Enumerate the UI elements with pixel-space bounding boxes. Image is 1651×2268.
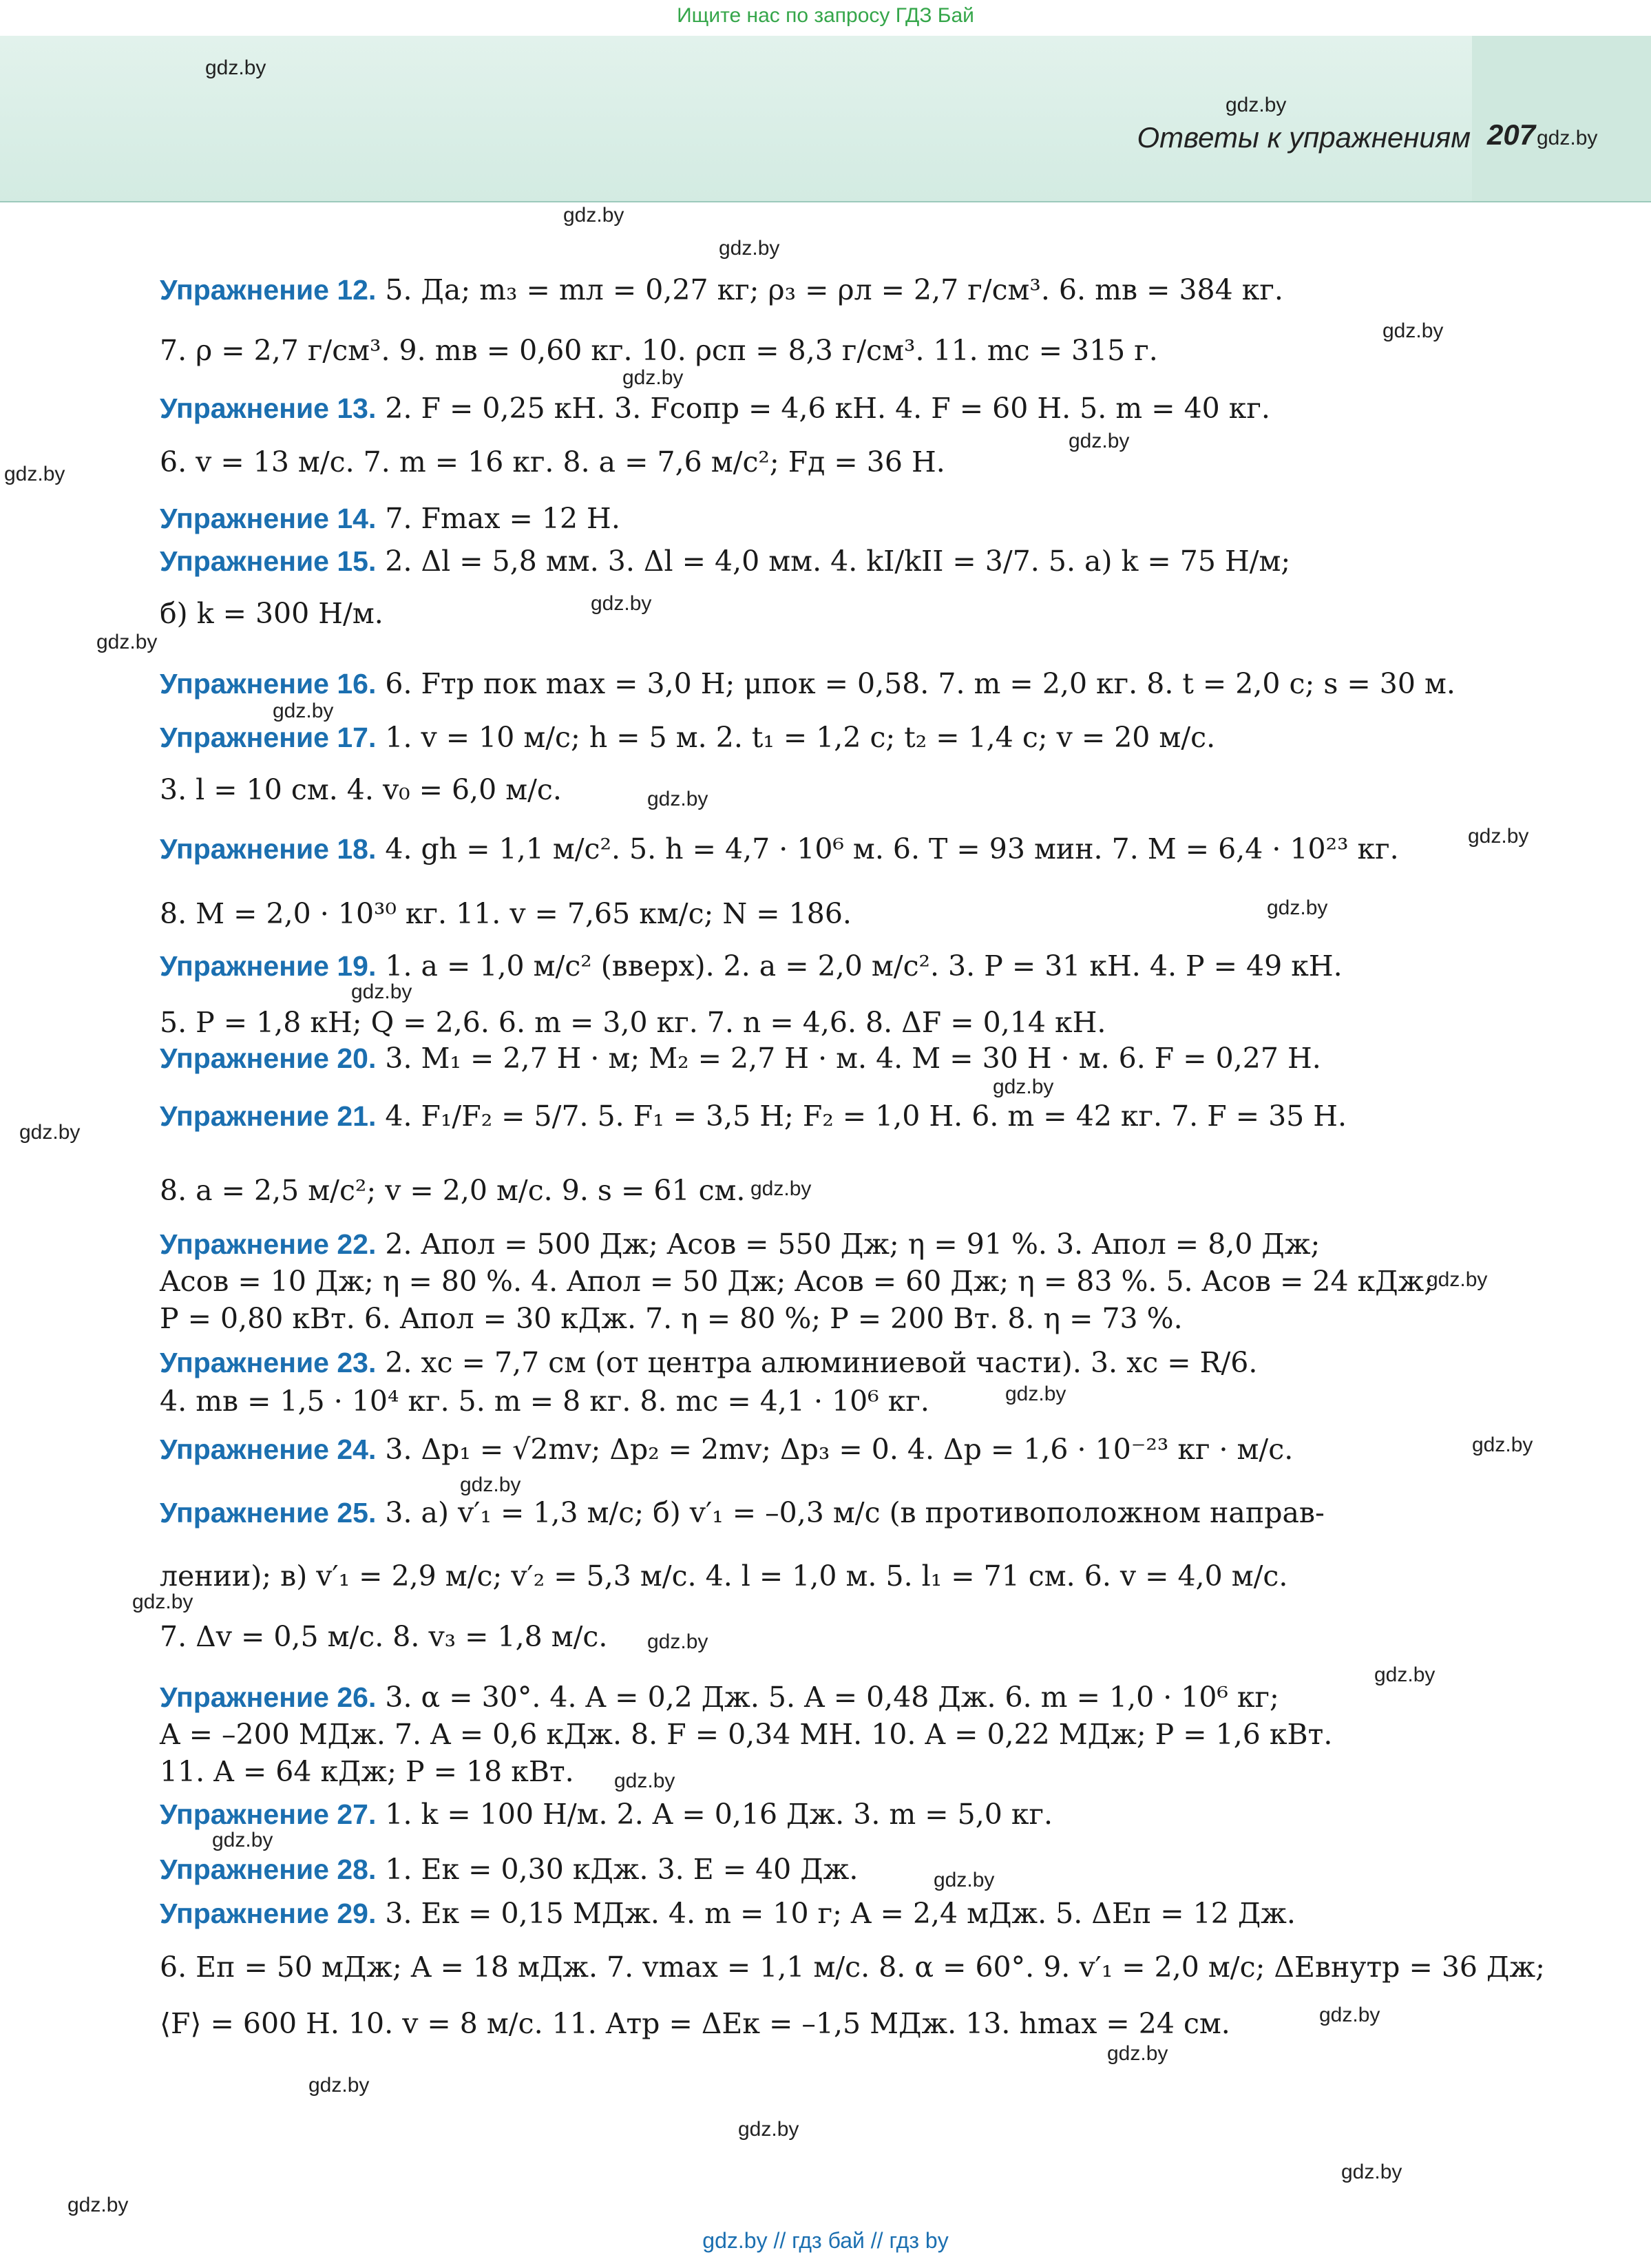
watermark: gdz.by: [1005, 1383, 1066, 1405]
answer-text: 6. Eп = 50 мДж; A = 18 мДж. 7. vmax = 1,1 м/с. 8. α = 60°. 9. v′₁ = 2,0 м/с; ΔEвнутр = 36 Дж;: [160, 1951, 1545, 1984]
watermark: gdz.by: [4, 463, 65, 485]
watermark: gdz.by: [1107, 2042, 1168, 2065]
watermark: gdz.by: [1226, 94, 1287, 116]
answer-text: 3. Eк = 0,15 МДж. 4. m = 10 г; A = 2,4 мДж. 5. ΔEп = 12 Дж.: [376, 1897, 1296, 1930]
answer-text: 3. M₁ = 2,7 Н · м; M₂ = 2,7 Н · м. 4. M = 30 Н · м. 6. F = 0,27 Н.: [376, 1042, 1321, 1075]
watermark: gdz.by: [1341, 2161, 1402, 2183]
answer-line: [160, 1264, 1434, 1299]
footer-links[interactable]: gdz.by // гдз бай // гдз by: [702, 2228, 949, 2253]
answer-line: [160, 1173, 1406, 1208]
watermark: gdz.by: [719, 237, 780, 260]
watermark: gdz.by: [212, 1829, 273, 1851]
watermark: gdz.by: [614, 1770, 675, 1792]
answer-text: лении); в) v′₁ = 2,9 м/с; v′₂ = 5,3 м/с. 4. l = 1,0 м. 5. l₁ = 71 см. 6. v = 4,0 м/с.: [160, 1560, 1288, 1593]
watermark: gdz.by: [934, 1869, 995, 1891]
answer-line: [160, 1754, 1406, 1789]
exercise-label: Упражнение 14.: [160, 503, 377, 534]
watermark: gdz.by: [67, 2194, 129, 2216]
watermark: gdz.by: [1267, 896, 1328, 919]
answer-text: 8. a = 2,5 м/с²; v = 2,0 м/с. 9. s = 61 см.: [160, 1174, 746, 1207]
answer-text: 3. Δp₁ = √2mv; Δp₂ = 2mv; Δp₃ = 0. 4. Δp = 1,6 · 10⁻²³ кг · м/с.: [376, 1433, 1294, 1466]
answer-line: [160, 1432, 1406, 1467]
watermark: gdz.by: [1382, 319, 1444, 342]
answer-line: [160, 773, 1406, 807]
watermark: gdz.by: [647, 1630, 708, 1653]
answer-line: [160, 445, 1406, 479]
answer-text: 7. Fmax = 12 Н.: [376, 502, 620, 535]
watermark: gdz.by: [308, 2074, 370, 2097]
answer-line: [160, 1041, 1406, 1075]
answer-text: A = –200 МДж. 7. A = 0,6 кДж. 8. F = 0,34 МН. 10. A = 0,22 МДж; P = 1,6 кВт.: [160, 1718, 1333, 1751]
answer-text: 8. M = 2,0 · 10³⁰ кг. 11. v = 7,65 км/с; N = 186.: [160, 897, 852, 930]
answer-text: 6. v = 13 м/с. 7. m = 16 кг. 8. a = 7,6 м/с²; Fд = 36 Н.: [160, 445, 945, 479]
answer-text: 3. α = 30°. 4. A = 0,2 Дж. 5. A = 0,48 Дж. 6. m = 1,0 · 10⁶ кг;: [376, 1681, 1279, 1714]
answer-text: 1. a = 1,0 м/с² (вверх). 2. a = 2,0 м/с². 3. P = 31 кН. 4. P = 49 кН.: [376, 949, 1343, 983]
answer-line: [160, 1495, 1406, 1530]
watermark: gdz.by: [591, 592, 652, 615]
exercise-label: Упражнение 22.: [160, 1228, 377, 1260]
answer-text: 7. Δv = 0,5 м/с. 8. v₃ = 1,8 м/с.: [160, 1620, 608, 1653]
page-number: 207: [1487, 118, 1536, 151]
exercise-label: Упражнение 26.: [160, 1681, 377, 1713]
answer-text: 1. v = 10 м/с; h = 5 м. 2. t₁ = 1,2 с; t₂ = 1,4 с; v = 20 м/с.: [376, 721, 1216, 754]
watermark: gdz.by: [205, 56, 266, 79]
answer-line: [160, 1099, 1406, 1133]
watermark: gdz.by: [622, 366, 684, 389]
answer-text: 3. а) v′₁ = 1,3 м/с; б) v′₁ = –0,3 м/с (в противоположном направ-: [376, 1496, 1325, 1529]
watermark: gdz.by: [1427, 1268, 1488, 1291]
answer-text: 4. F₁/F₂ = 5/7. 5. F₁ = 3,5 Н; F₂ = 1,0 Н. 6. m = 42 кг. 7. F = 35 Н.: [376, 1100, 1347, 1133]
answer-line: [160, 544, 1406, 578]
answer-line: [160, 896, 1406, 931]
answer-text: P = 0,80 кВт. 6. Aпол = 30 кДж. 7. η = 80 %; P = 200 Вт. 8. η = 73 %.: [160, 1302, 1183, 1335]
answer-line: [160, 1680, 1406, 1714]
watermark: gdz.by: [273, 700, 334, 722]
answer-text: 2. F = 0,25 кН. 3. Fсопр = 4,6 кН. 4. F = 60 Н. 5. m = 40 кг.: [376, 392, 1270, 425]
answer-text: 5. P = 1,8 кН; Q = 2,6. 6. m = 3,0 кг. 7. n = 4,6. 8. ΔF = 0,14 кН.: [160, 1006, 1106, 1039]
watermark: gdz.by: [1537, 127, 1598, 149]
watermark: gdz.by: [1468, 825, 1529, 848]
answer-text: 4. mв = 1,5 · 10⁴ кг. 5. m = 8 кг. 8. mc = 4,1 · 10⁶ кг.: [160, 1385, 929, 1418]
exercise-label: Упражнение 15.: [160, 545, 377, 577]
watermark: gdz.by: [993, 1075, 1054, 1098]
answer-line: [160, 1301, 1406, 1336]
answer-text: ⟨F⟩ = 600 Н. 10. v = 8 м/с. 11. Aтр = ΔEк = –1,5 МДж. 13. hmax = 24 см.: [160, 2007, 1230, 2040]
answer-line: [160, 596, 1406, 631]
exercise-label: Упражнение 29.: [160, 1898, 377, 1929]
watermark: gdz.by: [738, 2118, 799, 2141]
watermark: gdz.by: [647, 788, 708, 810]
answer-text: 7. ρ = 2,7 г/см³. 9. mв = 0,60 кг. 10. ρсп = 8,3 г/см³. 11. mс = 315 г.: [160, 334, 1158, 367]
section-title: Ответы к упражнениям: [1137, 121, 1471, 154]
exercise-label: Упражнение 20.: [160, 1042, 377, 1074]
watermark: gdz.by: [1472, 1434, 1533, 1456]
exercise-label: Упражнение 19.: [160, 950, 377, 982]
answer-text: 6. Fтр пок max = 3,0 Н; μпок = 0,58. 7. m = 2,0 кг. 8. t = 2,0 с; s = 30 м.: [376, 667, 1455, 700]
answer-line: [160, 1384, 1406, 1418]
answer-text: 11. A = 64 кДж; P = 18 кВт.: [160, 1755, 574, 1788]
watermark: gdz.by: [351, 980, 412, 1003]
exercise-label: Упражнение 23.: [160, 1347, 377, 1378]
watermark: gdz.by: [563, 204, 624, 227]
answer-text: Aсов = 10 Дж; η = 80 %. 4. Aпол = 50 Дж; Aсов = 60 Дж; η = 83 %. 5. Aсов = 24 кДж;: [160, 1265, 1434, 1298]
answer-text: 5. Да; m₃ = mл = 0,27 кг; ρ₃ = ρл = 2,7 г/см³. 6. mв = 384 кг.: [376, 273, 1283, 306]
exercise-label: Упражнение 12.: [160, 274, 377, 306]
search-banner: Ищите нас по запросу ГДЗ Бай: [677, 4, 974, 27]
watermark: gdz.by: [96, 631, 158, 653]
answer-line: [160, 720, 1406, 755]
answer-line: [160, 1005, 1406, 1040]
answer-line: [160, 1345, 1406, 1380]
answer-text: 1. k = 100 Н/м. 2. A = 0,16 Дж. 3. m = 5,0 кг.: [376, 1798, 1053, 1831]
answer-line: [160, 666, 1455, 701]
answer-line: [160, 1797, 1406, 1831]
answer-line: [160, 1619, 1406, 1654]
exercise-label: Упражнение 18.: [160, 833, 377, 865]
answer-line: [160, 273, 1406, 307]
answer-text: 2. Δl = 5,8 мм. 3. Δl = 4,0 мм. 4. kI/kII = 3/7. 5. а) k = 75 Н/м;: [376, 545, 1291, 578]
exercise-label: Упражнение 13.: [160, 392, 377, 424]
answer-line: [160, 832, 1406, 866]
answer-line: [160, 1896, 1406, 1931]
exercise-label: Упражнение 28.: [160, 1854, 377, 1885]
watermark: gdz.by: [460, 1473, 521, 1496]
exercise-label: Упражнение 21.: [160, 1100, 377, 1132]
exercise-label: Упражнение 27.: [160, 1798, 377, 1830]
answer-text: 4. gh = 1,1 м/с². 5. h = 4,7 · 10⁶ м. 6. T = 93 мин. 7. M = 6,4 · 10²³ кг.: [376, 832, 1399, 865]
watermark: gdz.by: [132, 1590, 193, 1613]
exercise-label: Упражнение 25.: [160, 1497, 377, 1529]
answer-text: б) k = 300 Н/м.: [160, 597, 383, 630]
answer-line: [160, 501, 1406, 536]
answer-text: 2. Aпол = 500 Дж; Aсов = 550 Дж; η = 91 %. 3. Aпол = 8,0 Дж;: [376, 1228, 1321, 1261]
answer-line: [160, 1559, 1406, 1593]
answer-text: 1. Eк = 0,30 кДж. 3. E = 40 Дж.: [376, 1853, 859, 1886]
answer-text: 2. xc = 7,7 см (от центра алюминиевой части). 3. xc = R/6.: [376, 1346, 1258, 1379]
answer-line: [160, 1852, 1406, 1887]
watermark: gdz.by: [1069, 430, 1130, 452]
answer-line: [160, 2006, 1406, 2041]
watermark: gdz.by: [1319, 2004, 1380, 2026]
answer-line: [160, 1717, 1406, 1752]
exercise-label: Упражнение 24.: [160, 1434, 377, 1465]
watermark: gdz.by: [750, 1177, 812, 1200]
exercise-label: Упражнение 17.: [160, 722, 377, 753]
answer-line: [160, 1950, 1545, 1984]
answer-line: [160, 949, 1406, 983]
exercise-label: Упражнение 16.: [160, 668, 377, 700]
watermark: gdz.by: [19, 1121, 81, 1144]
watermark: gdz.by: [1374, 1663, 1436, 1686]
answer-line: [160, 333, 1406, 368]
answer-text: 3. l = 10 см. 4. v₀ = 6,0 м/с.: [160, 773, 562, 806]
answer-line: [160, 391, 1406, 426]
answer-line: [160, 1227, 1406, 1261]
